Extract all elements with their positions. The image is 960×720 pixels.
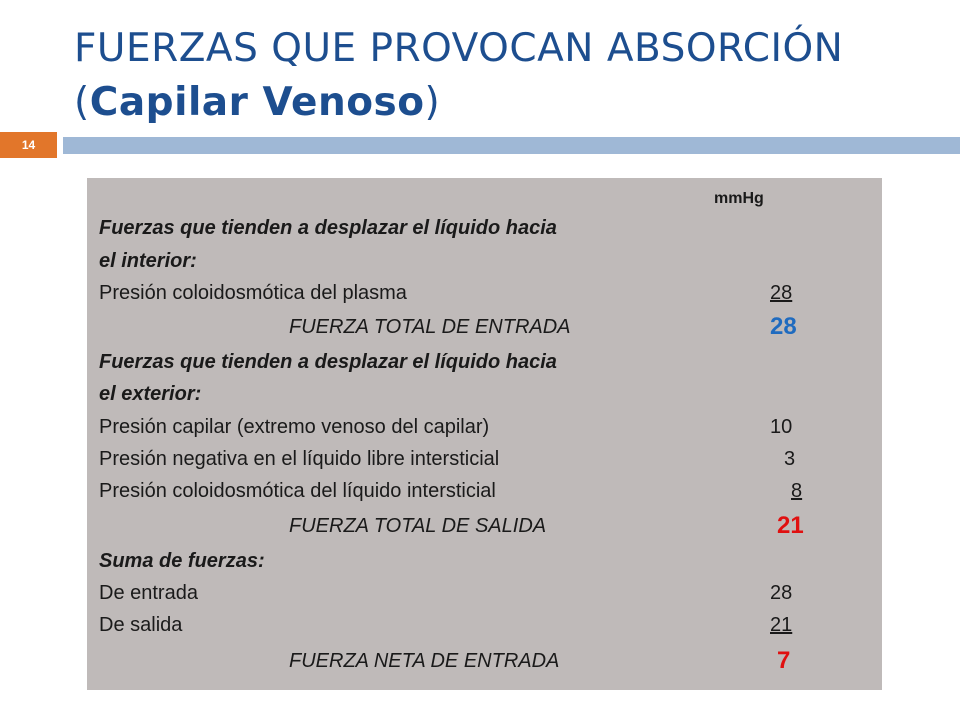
row-value: 3 bbox=[784, 448, 796, 470]
outward-total-label: FUERZA TOTAL DE SALIDA bbox=[289, 515, 547, 537]
row-value: 21 bbox=[770, 614, 793, 636]
title-divider-bar bbox=[63, 137, 960, 154]
slide-title-line1: FUERZAS QUE PROVOCAN ABSORCIÓN bbox=[74, 26, 844, 71]
title-paren-close: ) bbox=[424, 80, 441, 125]
row-label: Presión capilar (extremo venoso del capilar) bbox=[99, 416, 490, 438]
slide-number-badge: 14 bbox=[0, 132, 57, 158]
row-value: 8 bbox=[791, 480, 803, 502]
inward-total-value: 28 bbox=[770, 313, 797, 340]
row-label: Presión coloidosmótica del plasma bbox=[99, 282, 407, 304]
row-label: Presión negativa en el líquido libre intersticial bbox=[99, 448, 500, 470]
row-value: 10 bbox=[770, 416, 793, 438]
slide-title bbox=[74, 22, 934, 130]
row-label: De salida bbox=[99, 614, 183, 636]
inward-total-label: FUERZA TOTAL DE ENTRADA bbox=[289, 316, 571, 338]
row-label: De entrada bbox=[99, 582, 198, 604]
title-subject: Capilar Venoso bbox=[89, 80, 425, 125]
row-value: 28 bbox=[770, 582, 793, 604]
outward-total-value: 21 bbox=[777, 512, 804, 539]
forces-table: mmHg Fuerzas que tienden a desplazar el líquido hacia el interior: Presión coloidosmótica del plasma 28 FUERZA TOTAL DE ENTRADA 28 Fuerzas que tienden a desplazar el líquido hacia el exterior: Presión capilar (extremo venoso del capilar) 10 Presión negativa en el líquido libre intersticial 3 Presión coloidosmótica del líquido intersticial 8 FUERZA TOTAL DE SALIDA 21 Suma de fuerzas: De entrada 28 De salida 21 FUERZA NETA DE ENTRADA 7 bbox=[87, 178, 882, 690]
row-value: 28 bbox=[770, 282, 793, 304]
title-paren-open: ( bbox=[74, 80, 90, 125]
row-label: Presión coloidosmótica del líquido intersticial bbox=[99, 480, 496, 502]
net-total-value: 7 bbox=[777, 647, 791, 674]
unit-header: mmHg bbox=[714, 190, 764, 207]
slide-title-line2 bbox=[74, 76, 934, 130]
net-total-label: FUERZA NETA DE ENTRADA bbox=[289, 650, 560, 672]
